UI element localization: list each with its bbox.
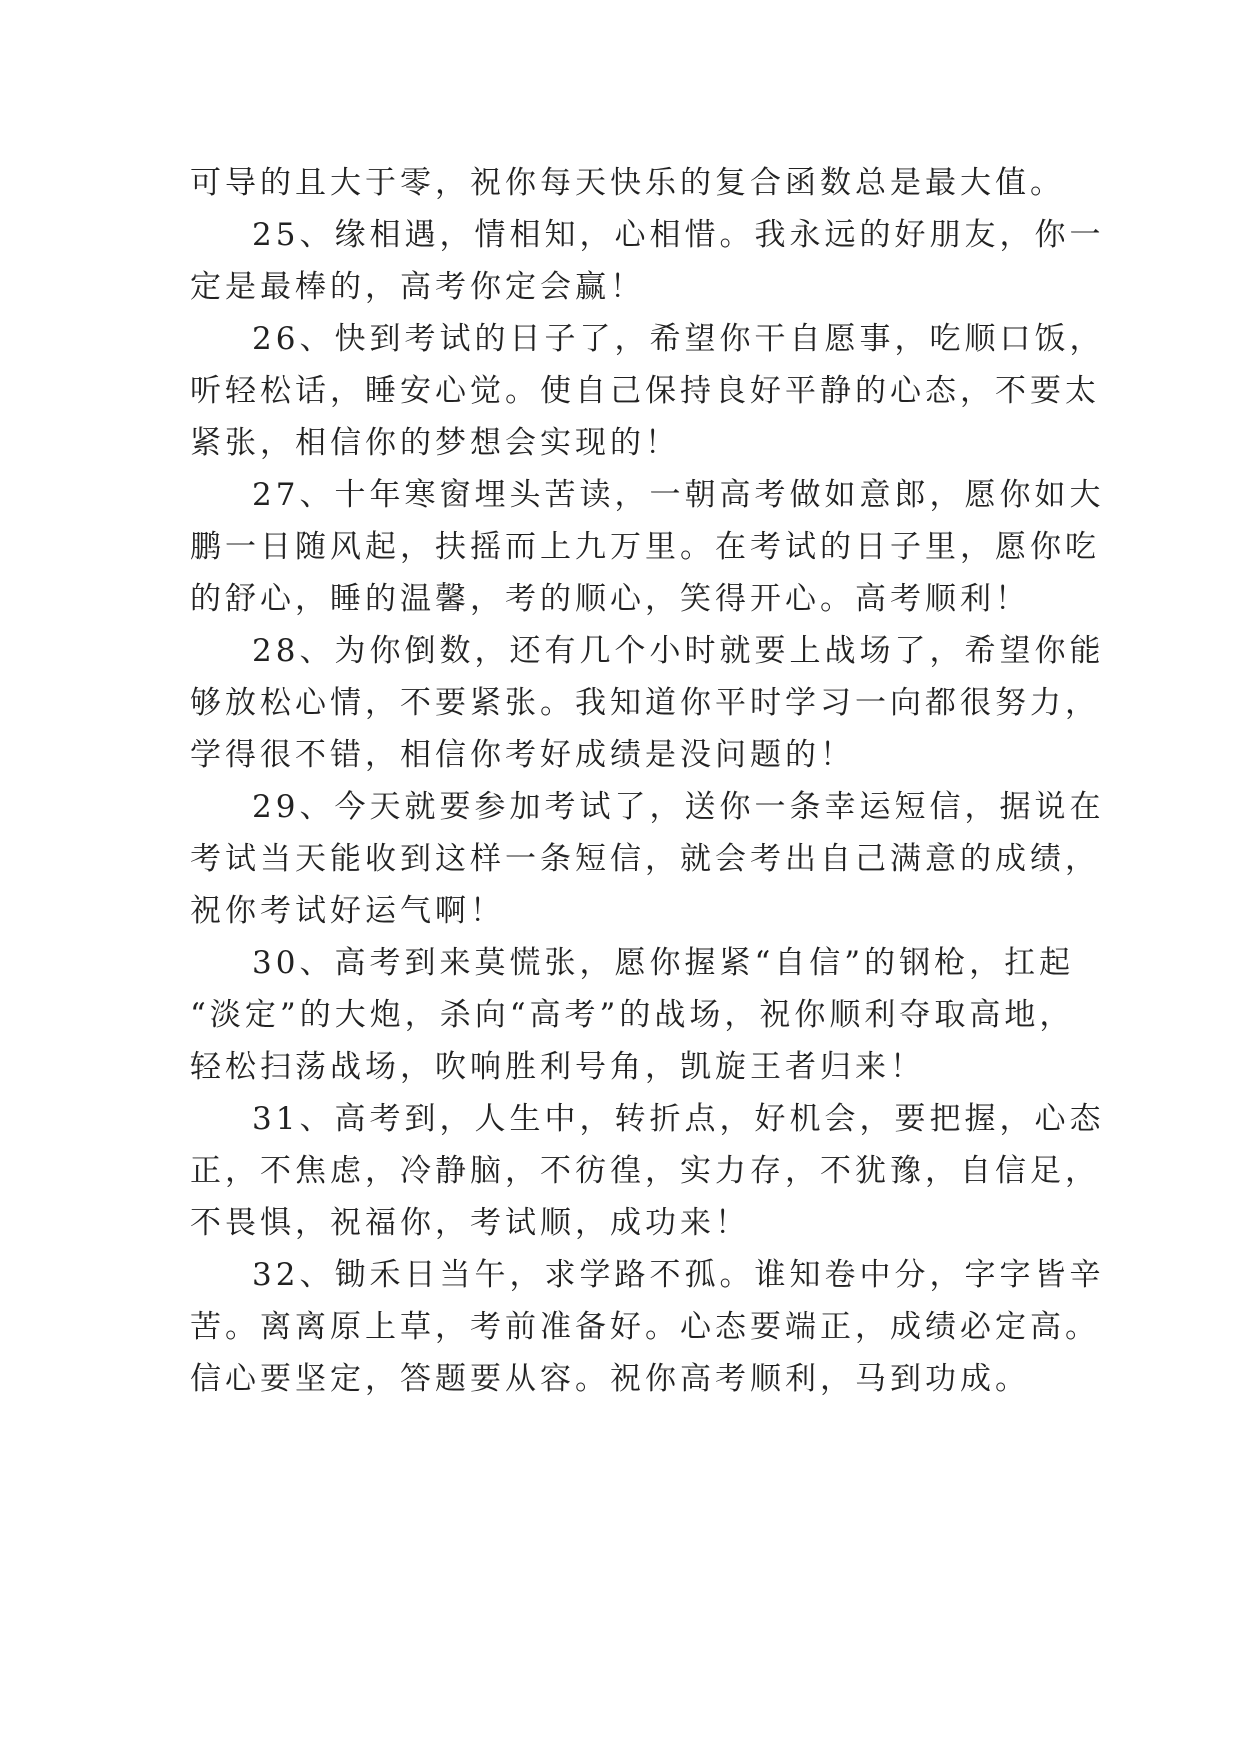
- text-line: 苦。离离原上草，考前准备好。心态要端正，成绩必定高。: [190, 1309, 1100, 1345]
- text-line: 的舒心，睡的温馨，考的顺心，笑得开心。高考顺利！: [190, 581, 1030, 617]
- text-line: 听轻松话，睡安心觉。使自己保持良好平静的心态，不要太: [190, 373, 1100, 409]
- body-text: [190, 157, 1105, 1405]
- text-line: 28、为你倒数，还有几个小时就要上战场了，希望你能: [252, 633, 1105, 669]
- text-line: “淡定”的大炮，杀向“高考”的战场，祝你顺利夺取高地，: [190, 997, 1075, 1033]
- text-line: 不畏惧，祝福你，考试顺，成功来！: [190, 1205, 750, 1241]
- text-line: 30、高考到来莫慌张，愿你握紧“自信”的钢枪，扛起: [252, 945, 1075, 981]
- text-line: 祝你考试好运气啊！: [190, 893, 505, 929]
- text-line: 25、缘相遇，情相知，心相惜。我永远的好朋友，你一: [252, 217, 1105, 253]
- text-line: 定是最棒的，高考你定会赢！: [190, 269, 645, 305]
- text-line: 正，不焦虑，冷静脑，不彷徨，实力存，不犹豫，自信足，: [190, 1153, 1100, 1189]
- text-line: 26、快到考试的日子了，希望你干自愿事，吃顺口饭，: [252, 321, 1105, 357]
- text-line: 信心要坚定，答题要从容。祝你高考顺利，马到功成。: [190, 1361, 1030, 1397]
- text-line: 轻松扫荡战场，吹响胜利号角，凯旋王者归来！: [190, 1049, 925, 1085]
- text-line: 够放松心情，不要紧张。我知道你平时学习一向都很努力，: [190, 685, 1100, 721]
- text-line: 鹏一日随风起，扶摇而上九万里。在考试的日子里，愿你吃: [190, 529, 1100, 565]
- text-line: 32、锄禾日当午，求学路不孤。谁知卷中分，字字皆辛: [252, 1257, 1105, 1293]
- text-line: 考试当天能收到这样一条短信，就会考出自己满意的成绩，: [190, 841, 1100, 877]
- text-line: 31、高考到，人生中，转折点，好机会，要把握，心态: [252, 1101, 1105, 1137]
- text-line: 紧张，相信你的梦想会实现的！: [190, 425, 680, 461]
- text-line: 29、今天就要参加考试了，送你一条幸运短信，据说在: [252, 789, 1105, 825]
- text-line: 可导的且大于零，祝你每天快乐的复合函数总是最大值。: [190, 165, 1065, 201]
- text-line: 学得很不错，相信你考好成绩是没问题的！: [190, 737, 855, 773]
- text-line: 27、十年寒窗埋头苦读，一朝高考做如意郎，愿你如大: [252, 477, 1105, 513]
